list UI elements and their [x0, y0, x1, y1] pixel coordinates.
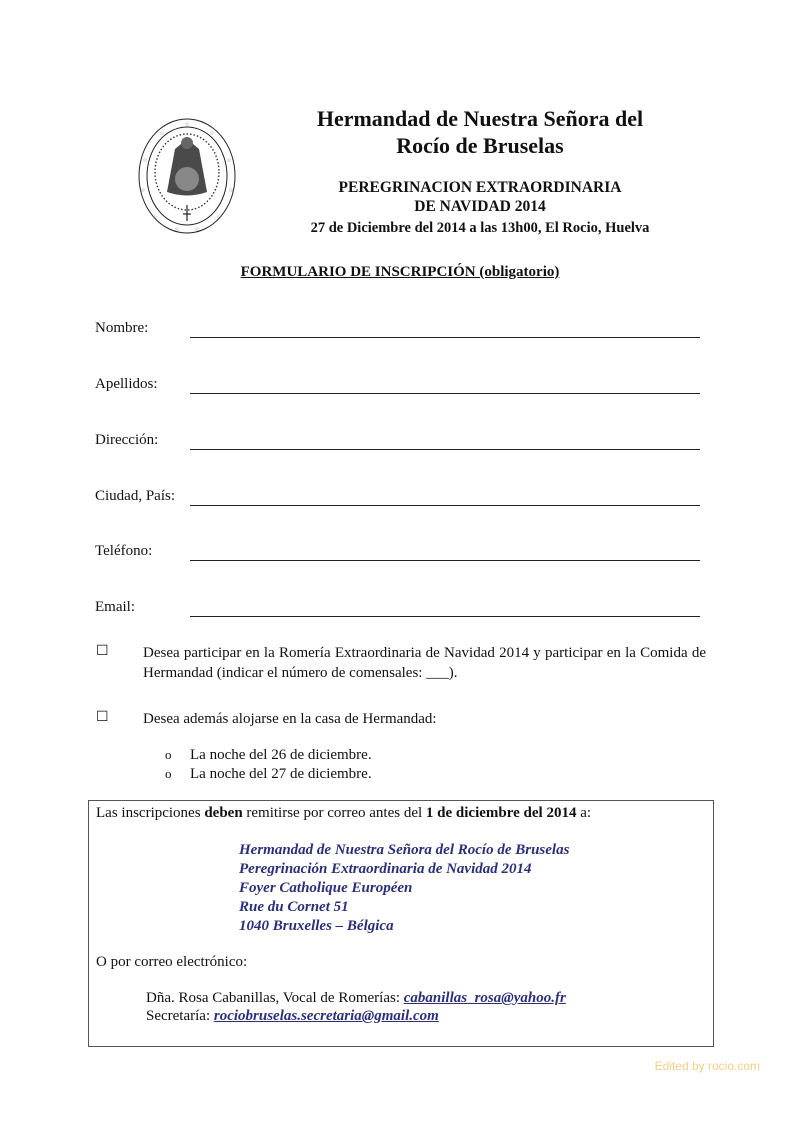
svg-text:☆: ☆ — [184, 122, 190, 128]
brotherhood-emblem-icon — [137, 117, 237, 235]
city-country-input-line[interactable] — [190, 505, 700, 506]
svg-text:☆: ☆ — [209, 131, 215, 137]
form-title: FORMULARIO DE INSCRIPCIÓN (obligatorio) — [240, 264, 560, 280]
svg-text:☆: ☆ — [194, 227, 200, 233]
event-date: 27 de Diciembre del 2014 a las 13h00, El Rocio, Huelva — [310, 220, 650, 236]
bullet-icon: o — [165, 747, 172, 762]
night-26-option[interactable]: o La noche del 26 de diciembre. — [165, 747, 372, 763]
postal-address: Hermandad de Nuestra Señora del Rocío de Bruselas Peregrinación Extraordinaria de Navidad 2014 Foyer Catholique Européen Rue du Cornet 51 1040 Bruxelles – Bélgica — [239, 842, 570, 934]
night-27-option[interactable]: o La noche del 27 de diciembre. — [165, 766, 372, 782]
participate-checkbox[interactable]: ☐ — [96, 644, 109, 659]
bullet-icon: o — [165, 766, 172, 781]
lodging-option-text: Desea además alojarse en la casa de Hermandad: — [143, 711, 437, 727]
svg-text:☆: ☆ — [226, 158, 232, 164]
address-input-line[interactable] — [190, 449, 700, 450]
field-label: Email: — [95, 599, 135, 615]
svg-text:☆: ☆ — [152, 215, 158, 221]
submission-intro: Las inscripciones deben remitirse por correo antes del 1 de diciembre del 2014 a: — [96, 805, 592, 821]
field-label: Nombre: — [95, 320, 149, 336]
svg-text:☆: ☆ — [159, 131, 165, 137]
email-input-line[interactable] — [190, 616, 700, 617]
participate-option-text: Desea participar en la Romería Extraordinaria de Navidad 2014 y participar en la Comida de Hermandad (indicar el número de comensales: ___). — [143, 645, 706, 681]
event-title: PEREGRINACION EXTRAORDINARIA DE NAVIDAD 2014 — [338, 179, 622, 215]
watermark: Edited by rocio.com — [654, 1059, 760, 1073]
svg-text:☆: ☆ — [140, 188, 146, 194]
contact-vocal: Dña. Rosa Cabanillas, Vocal de Romerías: cabanillas_rosa@yahoo.fr — [146, 990, 566, 1006]
vocal-email-link[interactable]: cabanillas_rosa@yahoo.fr — [403, 990, 566, 1006]
svg-text:☆: ☆ — [228, 188, 234, 194]
field-label: Teléfono: — [95, 543, 153, 559]
email-field[interactable] — [95, 599, 700, 623]
svg-text:☆: ☆ — [174, 227, 180, 233]
field-label: Ciudad, País: — [95, 488, 176, 504]
city-country-field[interactable] — [95, 488, 700, 512]
name-input-line[interactable] — [190, 337, 700, 338]
name-field[interactable] — [95, 320, 700, 344]
lodging-checkbox[interactable]: ☐ — [96, 710, 109, 725]
svg-text:☆: ☆ — [142, 158, 148, 164]
email-intro: O por correo electrónico: — [96, 954, 248, 970]
contact-list — [146, 989, 566, 1025]
contact-secretary: Secretaría: rociobruselas.secretaria@gmail.com — [146, 1008, 439, 1024]
phone-field[interactable] — [95, 543, 700, 567]
address-field[interactable] — [95, 432, 700, 456]
field-label: Apellidos: — [95, 376, 158, 392]
submission-info-box — [88, 800, 714, 1047]
phone-input-line[interactable] — [190, 560, 700, 561]
secretary-email-link[interactable]: rociobruselas.secretaria@gmail.com — [213, 1008, 439, 1024]
organization-title: Hermandad de Nuestra Señora del Rocío de Bruselas — [316, 106, 644, 158]
surname-field[interactable] — [95, 376, 700, 400]
surname-input-line[interactable] — [190, 393, 700, 394]
field-label: Dirección: — [95, 432, 159, 448]
svg-text:☆: ☆ — [216, 215, 222, 221]
